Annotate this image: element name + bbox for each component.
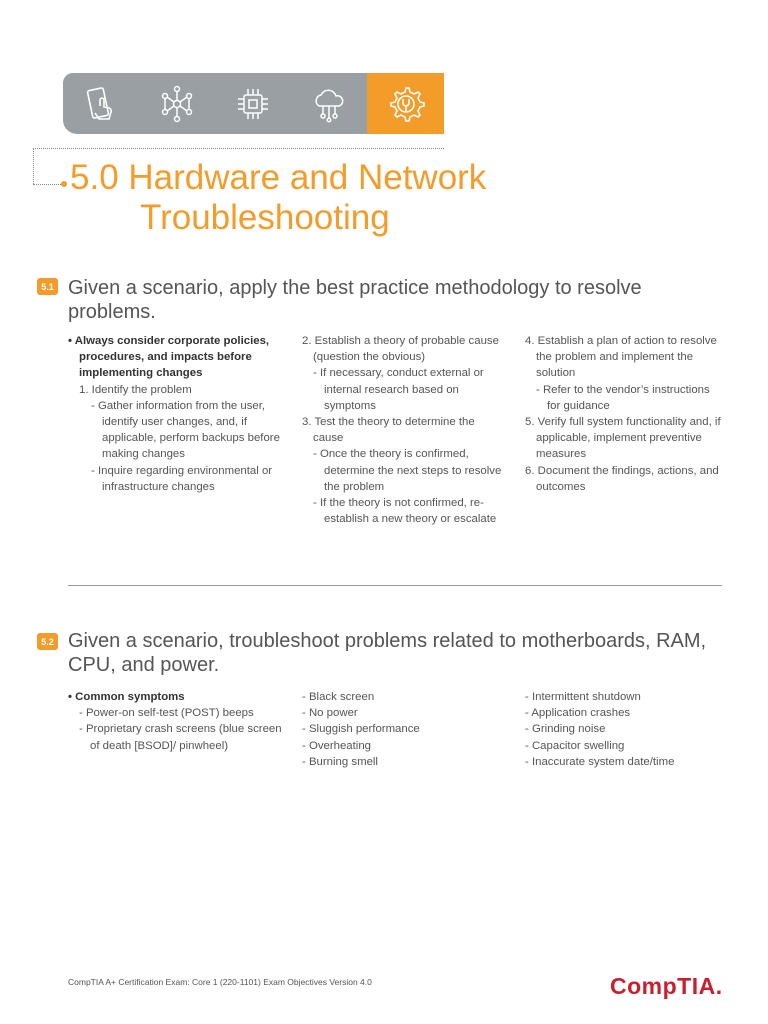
list-item: - Capacitor swelling — [525, 739, 625, 752]
list-item: 4. Establish a plan of action to resolve the problem and implement the solution — [525, 335, 717, 380]
connector-dot — [61, 181, 67, 187]
connector-line — [33, 148, 34, 184]
page-title — [70, 158, 486, 238]
list-item: 1. Identify the problem — [79, 383, 192, 396]
section-heading-5-1: Given a scenario, apply the best practice methodology to resolve problems. — [68, 277, 642, 323]
list-item: - Power-on self-test (POST) beeps — [79, 707, 254, 720]
section-heading-5-2: Given a scenario, troubleshoot problems related to motherboards, RAM, CPU, and power. — [68, 630, 707, 676]
list-item: 5. Verify full system functionality and, if applicable, implement preventive measures — [525, 416, 721, 461]
list-item: 2. Establish a theory of probable cause (question the obvious) — [302, 335, 499, 364]
list-item: - Application crashes — [525, 707, 631, 720]
footer-exam-version: CompTIA A+ Certification Exam: Core 1 (220-1101) Exam Objectives Version 4.0 — [68, 977, 372, 987]
cloud-network-icon — [291, 73, 367, 134]
bullet-item: • Always consider corporate policies, procedures, and impacts before implementing changes — [68, 335, 270, 380]
title-line-2: Troubleshooting — [140, 198, 390, 237]
section-divider — [68, 585, 722, 586]
comptia-logo: CompTIA. — [610, 973, 723, 999]
connector-line — [33, 148, 444, 149]
list-item: 6. Document the findings, actions, and outcomes — [525, 464, 719, 493]
list-item: - Proprietary crash screens (blue screen of death [BSOD]/ pinwheel) — [79, 723, 282, 752]
mobile-touch-icon — [63, 73, 139, 134]
list-item: - If necessary, conduct external or internal research based on symptoms — [313, 367, 484, 412]
list-item: - Overheating — [302, 739, 372, 752]
list-item: - Inaccurate system date/time — [525, 755, 675, 768]
section-5-2-column-1 — [68, 689, 288, 754]
list-item: - Burning smell — [302, 755, 378, 768]
section-5-2-column-3 — [525, 689, 735, 770]
title-line-1: 5.0 Hardware and Network — [70, 158, 487, 197]
section-5-1-column-2 — [302, 333, 502, 527]
list-item: - Intermittent shutdown — [525, 691, 641, 703]
list-item: - If the theory is not confirmed, re-establish a new theory or escalate — [313, 497, 497, 526]
list-item: - Once the theory is confirmed, determine the next steps to resolve the problem — [313, 448, 502, 493]
bullet-item: • Common symptoms — [68, 691, 185, 703]
section-badge-5-2: 5.2 — [37, 633, 58, 650]
cpu-chip-icon — [215, 73, 291, 134]
network-nodes-icon — [139, 73, 215, 134]
list-item: - Black screen — [302, 691, 375, 703]
domain-icon-bar — [63, 73, 444, 134]
connector-line — [33, 184, 63, 185]
section-badge-5-1: 5.1 — [37, 278, 58, 295]
list-item: - Gather information from the user, identify user changes, and, if applicable, perform backups before making changes — [91, 399, 280, 461]
section-5-1-column-1 — [68, 333, 280, 495]
list-item: - Sluggish performance — [302, 723, 420, 736]
list-item: 3. Test the theory to determine the cause — [302, 416, 475, 445]
list-item: - Refer to the vendor’s instructions for guidance — [536, 383, 710, 412]
list-item: - Grinding noise — [525, 723, 606, 736]
gear-wrench-icon — [367, 73, 444, 134]
section-5-1-column-3 — [525, 333, 725, 495]
list-item: - No power — [302, 707, 358, 720]
list-item: - Inquire regarding environmental or infrastructure changes — [91, 464, 273, 493]
section-5-2-column-2 — [302, 689, 502, 770]
